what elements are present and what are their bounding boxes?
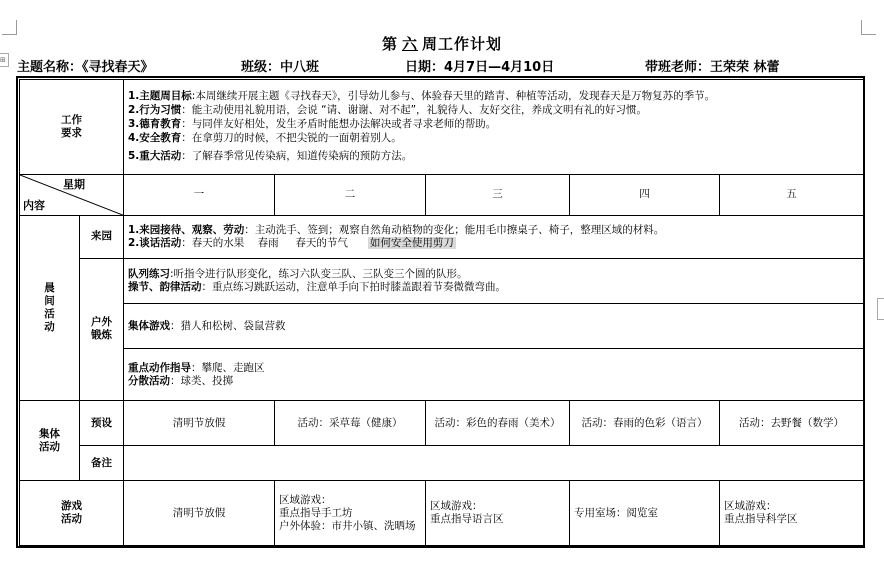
- requirement-separator: ：: [181, 104, 192, 117]
- group-activity-label: [20, 400, 80, 480]
- morning-activity-label: [20, 215, 80, 400]
- label-line: 户外: [91, 316, 112, 329]
- talk-text: ：春天的水果 春雨 春天的节气: [181, 236, 348, 249]
- game-activity-fri: [720, 481, 864, 546]
- requirement-heading: 5.重大活动: [128, 150, 182, 163]
- group-game-heading: 集体游戏: [128, 319, 170, 332]
- rhythm-text: ：重点练习跳跃运动，注意单手向下拍时膝盖跟着节奏微微弯曲。: [201, 281, 506, 294]
- class-name: 班级：中八班: [241, 60, 320, 75]
- teachers: 带班老师：王荣荣 林蕾: [645, 60, 780, 75]
- day-friday: 五: [720, 174, 864, 215]
- notes-content[interactable]: [124, 446, 864, 481]
- game-line: 区域游戏：: [724, 500, 777, 513]
- requirement-heading: 2.行为习惯: [128, 104, 182, 117]
- outdoor-drill-row: [20, 258, 864, 303]
- right-margin-marker[interactable]: [877, 298, 884, 320]
- group-activity-preset-row: [20, 400, 864, 445]
- day-header-row: [20, 174, 864, 215]
- label-line: 要求: [61, 126, 82, 139]
- theme-name: 主题名称：《寻找春天》: [17, 60, 154, 75]
- focus-line: [128, 362, 859, 375]
- focus-text: ：攀爬、走跑区: [191, 361, 265, 374]
- drill-content: [124, 258, 864, 303]
- game-line: 重点指导科学区: [724, 513, 798, 526]
- requirement-separator: :: [191, 90, 196, 103]
- content-label: 内容: [23, 198, 45, 212]
- requirement-item: [128, 104, 859, 117]
- info-line: [17, 56, 877, 74]
- arrival-heading: 1.来园接待、观察、劳动: [128, 223, 245, 236]
- label-line: 锻炼: [91, 329, 112, 342]
- requirement-text: 在拿剪刀的时候，不把尖锐的一面朝着别人。: [191, 132, 402, 145]
- requirement-item: [128, 90, 859, 103]
- work-requirements-row: [20, 80, 864, 175]
- label-line: 集体: [39, 427, 60, 440]
- requirement-item: [128, 118, 859, 131]
- day-tuesday: 二: [275, 174, 426, 215]
- talk-line: [128, 237, 859, 250]
- rhythm-line: [128, 281, 859, 294]
- free-line: [128, 375, 859, 388]
- label-char: 动: [44, 320, 55, 333]
- game-activity-row: [20, 481, 864, 546]
- requirement-heading: 1.主题周目标: [128, 90, 192, 103]
- requirement-text: 能主动使用礼貌用语，会说 “请、谢谢、对不起”，礼貌待人、友好交往，养成文明有礼的好习惯。: [191, 104, 648, 117]
- requirement-heading: 3.德育教育: [128, 118, 182, 131]
- notes-label: 备注: [80, 446, 124, 481]
- group-game-content: [124, 304, 864, 349]
- requirement-separator: ：: [181, 118, 192, 131]
- left-margin-marker[interactable]: ⊞: [0, 53, 9, 67]
- drill-text: :听指令进行队形变化，练习六队变三队、三队变三个圆的队形。: [170, 268, 468, 281]
- diagonal-header-cell: [20, 174, 124, 215]
- requirement-text: 了解春季常见传染病，知道传染病的预防方法。: [191, 150, 413, 163]
- game-activity-thu: 专用室场：阅览室: [570, 481, 720, 546]
- requirement-separator: ：: [181, 132, 192, 145]
- focus-content: [124, 349, 864, 400]
- free-heading: 分散活动: [128, 374, 170, 387]
- arrival-label: 来园: [80, 215, 124, 258]
- game-activity-mon: 清明节放假: [124, 481, 275, 546]
- game-line: 重点指导手工坊: [279, 506, 353, 519]
- label-line: 游戏: [61, 500, 82, 513]
- group-activity-tue: 活动：采草莓（健康）: [275, 400, 426, 445]
- week-label: 星期: [63, 177, 85, 191]
- label-char: 活: [44, 307, 55, 320]
- group-game-row: [20, 304, 864, 349]
- weekly-plan-table: [19, 79, 864, 546]
- work-requirements-content: [124, 80, 864, 175]
- requirement-item: [128, 132, 859, 145]
- talk-heading: 2.谈话活动: [128, 236, 182, 249]
- game-line: 重点指导语言区: [430, 513, 504, 526]
- document-title: [0, 33, 884, 54]
- day-monday: 一: [124, 174, 275, 215]
- requirement-text: 与同伴友好相处，发生矛盾时能想办法解决或者寻求老师的帮助。: [191, 118, 497, 131]
- game-activity-label: [20, 481, 124, 546]
- game-line: 户外体验：市井小镇、洗晒场: [279, 519, 416, 532]
- label-char: 晨: [44, 281, 55, 294]
- day-thursday: 四: [570, 174, 720, 215]
- requirement-item: [128, 150, 859, 163]
- arrival-content: [124, 215, 864, 258]
- label-line: 活动: [39, 440, 60, 453]
- focus-heading: 重点动作指导: [128, 361, 191, 374]
- game-activity-tue: [275, 481, 426, 546]
- drill-line: [128, 268, 859, 281]
- title-prefix: 第: [381, 35, 398, 53]
- day-wednesday: 三: [426, 174, 570, 215]
- arrival-line: [128, 224, 859, 237]
- title-suffix: 周工作计划: [422, 35, 503, 53]
- arrival-text: ：主动洗手、签到；观察自然角动植物的变化；能用毛巾擦桌子、椅子，整理区域的材料。: [244, 223, 665, 236]
- requirement-separator: ：: [181, 150, 192, 163]
- requirement-heading: 4.安全教育: [128, 132, 182, 145]
- highlighted-topic[interactable]: 如何安全使用剪刀: [369, 236, 454, 249]
- group-activity-mon: 清明节放假: [124, 400, 275, 445]
- game-activity-wed: [426, 481, 570, 546]
- group-activity-wed: 活动：彩色的春雨（美术）: [426, 400, 570, 445]
- group-activity-thu: 活动：春雨的色彩（语言）: [570, 400, 720, 445]
- week-number: 六: [401, 35, 418, 53]
- drill-heading: 队列练习: [128, 268, 170, 281]
- group-activity-fri: 活动：去野餐（数学）: [720, 400, 864, 445]
- arrival-row: [20, 215, 864, 258]
- group-game-text: ：猎人和松树、袋鼠营救: [170, 319, 286, 332]
- rhythm-heading: 操节、韵律活动: [128, 281, 202, 294]
- label-char: 间: [44, 294, 55, 307]
- preset-label: 预设: [80, 400, 124, 445]
- free-text: ：球类、投掷: [170, 374, 233, 387]
- game-line: 区域游戏：: [430, 500, 483, 513]
- game-line: 区域游戏：: [279, 493, 332, 506]
- date-range: 日期：4月7日—4月10日: [405, 60, 555, 75]
- outdoor-exercise-label: [80, 258, 124, 400]
- work-requirements-label: [20, 80, 124, 175]
- label-line: 活动: [61, 513, 82, 526]
- requirement-text: 本周继续开展主题《寻找春天》，引导幼儿参与、体验春天里的踏青、种植等活动，发现春天是万物复苏的季节。: [195, 90, 716, 103]
- label-line: 工作: [61, 113, 82, 126]
- focus-row: [20, 349, 864, 400]
- group-activity-notes-row: [20, 446, 864, 481]
